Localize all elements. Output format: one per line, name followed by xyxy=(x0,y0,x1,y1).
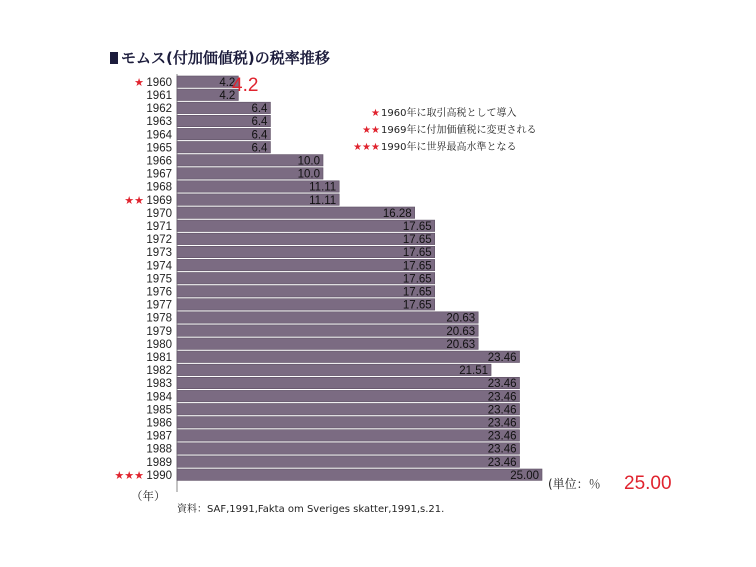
legend xyxy=(353,106,536,153)
year-label-1973: 1973 xyxy=(146,247,172,260)
value-label-1983: 23.46 xyxy=(487,378,517,391)
year-label-1960: 1960 xyxy=(146,76,172,89)
value-label-1967: 10.0 xyxy=(297,168,320,181)
value-label-1961: 4.2 xyxy=(219,90,236,102)
value-label-1968: 11.11 xyxy=(309,181,337,194)
year-label-1982: 1982 xyxy=(146,365,172,378)
bar-1990 xyxy=(177,469,542,480)
year-star-1990: ★★★ xyxy=(114,468,144,482)
bar-1989 xyxy=(177,456,520,467)
year-label-1970: 1970 xyxy=(146,207,172,220)
year-label-1986: 1986 xyxy=(146,417,172,430)
year-label-1971: 1971 xyxy=(146,221,172,233)
value-label-1977: 17.65 xyxy=(402,299,432,312)
year-label-1980: 1980 xyxy=(146,338,172,351)
year-label-1985: 1985 xyxy=(146,404,172,417)
year-label-1988: 1988 xyxy=(146,443,172,456)
value-label-1963: 6.4 xyxy=(251,116,268,129)
value-label-1966: 10.0 xyxy=(297,155,320,168)
year-label-1964: 1964 xyxy=(146,129,172,142)
value-label-1975: 17.65 xyxy=(402,273,432,286)
year-label-1961: 1961 xyxy=(146,90,172,102)
value-label-1989: 23.46 xyxy=(487,456,517,469)
legend-text-1: 1960年に取引高税として導入 xyxy=(381,108,517,119)
year-star-1969: ★★ xyxy=(124,193,144,207)
bar-1976 xyxy=(177,286,435,297)
bar-1979 xyxy=(177,325,478,336)
bar-1985 xyxy=(177,404,520,415)
bar-1972 xyxy=(177,233,435,247)
value-label-1974: 17.65 xyxy=(402,260,432,273)
year-label-1965: 1965 xyxy=(146,142,172,155)
last-value-annotation: 25.00 xyxy=(624,473,672,494)
year-label-1977: 1977 xyxy=(146,299,172,312)
year-label-1989: 1989 xyxy=(146,456,172,469)
year-label-1972: 1972 xyxy=(146,234,172,247)
bar-1983 xyxy=(177,377,520,391)
value-label-1970: 16.28 xyxy=(382,207,412,220)
bar-1986 xyxy=(177,417,520,428)
value-label-1981: 23.46 xyxy=(487,352,517,364)
bar-1987 xyxy=(177,430,520,441)
year-star-1960: ★ xyxy=(134,75,144,89)
first-value-annotation: 4.2 xyxy=(232,75,259,96)
year-label-1969: 1969 xyxy=(146,194,172,207)
value-label-1986: 23.46 xyxy=(487,417,517,430)
value-label-1988: 23.46 xyxy=(487,443,517,456)
year-label-1983: 1983 xyxy=(146,378,172,391)
bar-1978 xyxy=(177,312,478,323)
bar-1981 xyxy=(177,351,520,362)
value-label-1964: 6.4 xyxy=(251,129,268,142)
legend-text-3: 1990年に世界最高水準となる xyxy=(381,142,517,153)
value-label-1984: 23.46 xyxy=(487,391,517,404)
year-label-1978: 1978 xyxy=(146,312,172,325)
value-label-1973: 17.65 xyxy=(402,247,432,260)
value-label-1971: 17.65 xyxy=(402,221,432,233)
value-label-1979: 20.63 xyxy=(446,325,476,338)
value-label-1982: 21.51 xyxy=(459,365,489,378)
year-label-1976: 1976 xyxy=(146,286,172,299)
title-marker xyxy=(110,52,118,64)
year-unit-label: （年） xyxy=(131,491,166,503)
value-label-1965: 6.4 xyxy=(251,142,268,155)
year-label-1990: 1990 xyxy=(146,469,172,482)
bar-1980 xyxy=(177,338,478,349)
bar-1988 xyxy=(177,443,520,454)
source-note: 資料：SAF,1991,Fakta om Sveriges skatter,1991,s.21. xyxy=(177,504,445,515)
value-label-1962: 6.4 xyxy=(251,103,268,116)
bar-1982 xyxy=(177,364,491,378)
year-label-1974: 1974 xyxy=(146,260,172,273)
year-label-1963: 1963 xyxy=(146,116,172,129)
bar-1977 xyxy=(177,299,435,310)
value-label-1980: 20.63 xyxy=(446,338,476,351)
legend-stars-3: ★★★ xyxy=(353,142,380,153)
bars-group xyxy=(114,76,542,482)
value-label-1985: 23.46 xyxy=(487,404,517,417)
year-label-1984: 1984 xyxy=(146,391,172,404)
value-label-1976: 17.65 xyxy=(402,286,432,299)
year-label-1968: 1968 xyxy=(146,181,172,194)
legend-text-2: 1969年に付加価値税に変更される xyxy=(381,125,537,136)
bar-1975 xyxy=(177,273,435,284)
year-label-1981: 1981 xyxy=(146,352,172,364)
value-label-1972: 17.65 xyxy=(402,234,432,247)
legend-stars-1: ★ xyxy=(371,108,380,119)
value-label-1987: 23.46 xyxy=(487,430,517,443)
year-label-1987: 1987 xyxy=(146,430,172,443)
value-label-1969: 11.11 xyxy=(309,194,337,207)
year-label-1967: 1967 xyxy=(146,168,172,181)
value-label-1960: 4.2 xyxy=(219,76,236,89)
value-label-1990: 25.00 xyxy=(510,469,539,482)
year-label-1962: 1962 xyxy=(146,103,172,116)
year-label-1979: 1979 xyxy=(146,325,172,338)
legend-stars-2: ★★ xyxy=(362,125,380,136)
bar-1984 xyxy=(177,390,520,404)
bar-1973 xyxy=(177,246,435,260)
year-label-1966: 1966 xyxy=(146,155,172,168)
year-label-1975: 1975 xyxy=(146,273,172,286)
chart-title: モムス(付加価値税)の税率推移 xyxy=(121,49,330,67)
bar-1971 xyxy=(177,220,435,231)
unit-label: (単位：％ xyxy=(548,477,601,491)
value-label-1978: 20.63 xyxy=(446,312,476,325)
bar-1974 xyxy=(177,259,435,273)
bar-1970 xyxy=(177,207,415,218)
